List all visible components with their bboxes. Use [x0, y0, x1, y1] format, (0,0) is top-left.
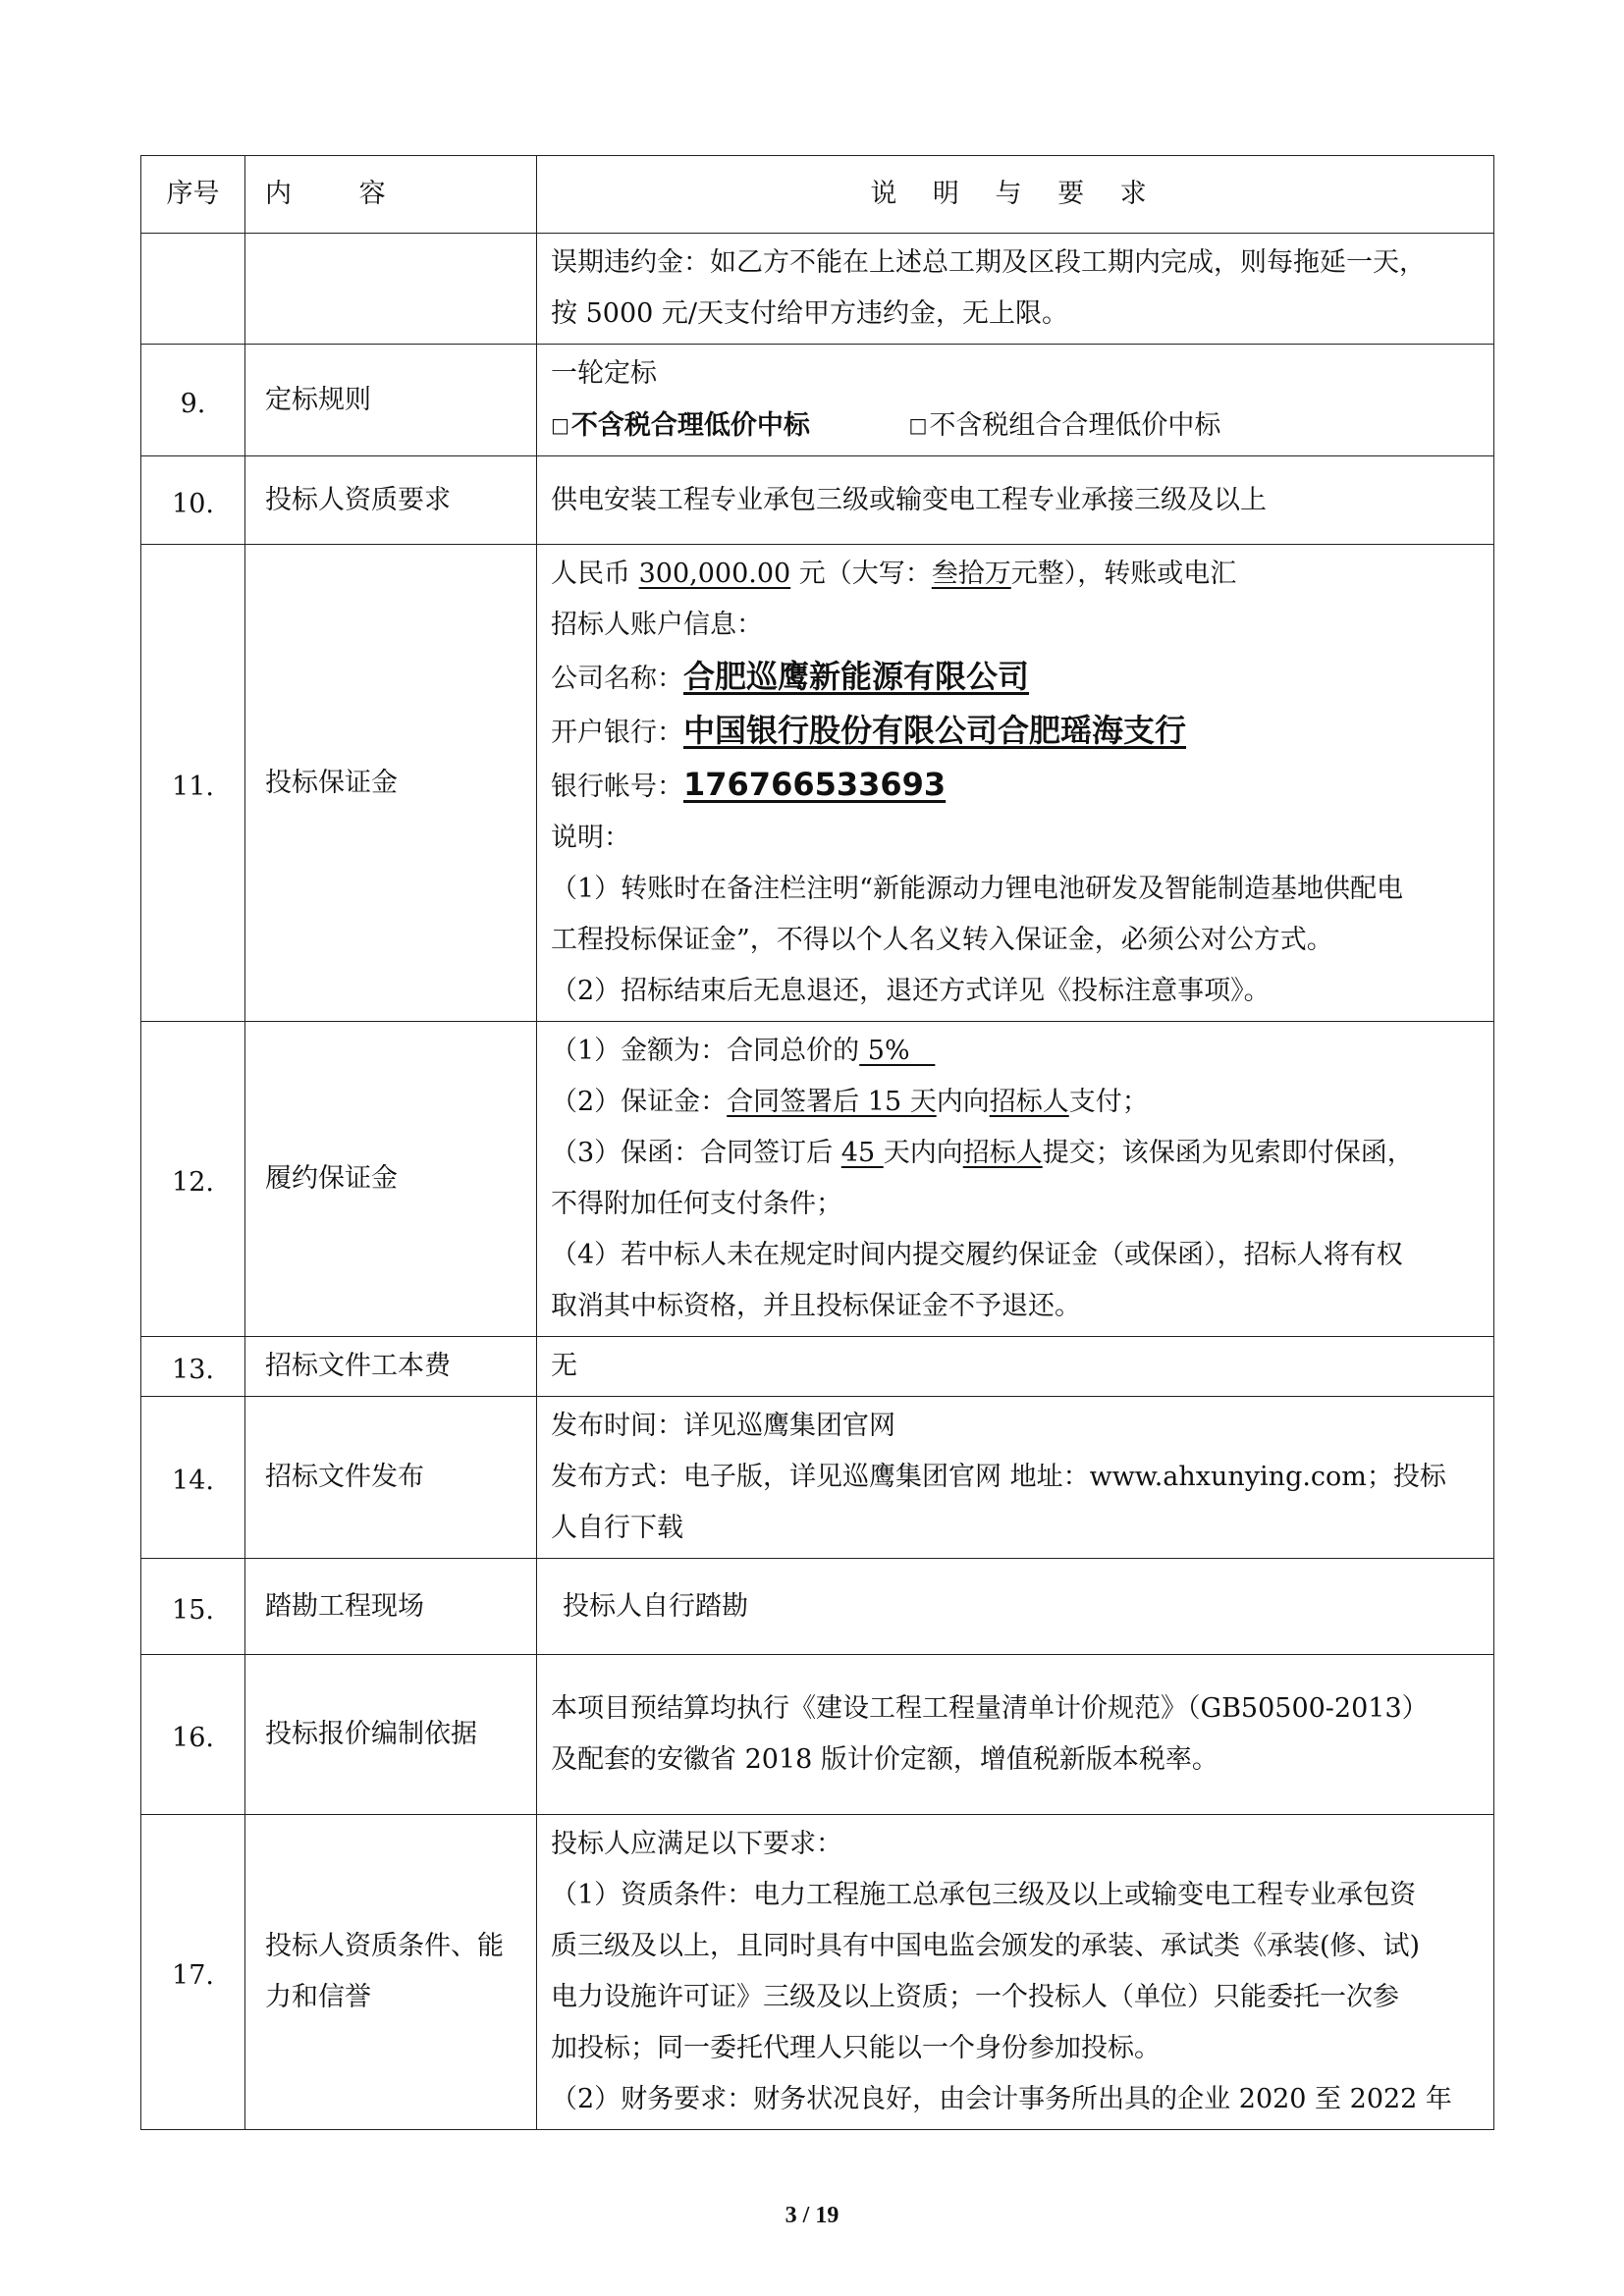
- company-name: 合肥巡鹰新能源有限公司: [683, 658, 1030, 695]
- row-no: 17.: [141, 1815, 245, 2130]
- publish-method-cont: 人自行下载: [551, 1513, 683, 1543]
- qual-line-6: （2）财务要求：财务状况良好，由会计事务所出具的企业 2020 至 2022 年: [551, 2084, 1452, 2114]
- perf-line-4a: （4）若中标人未在规定时间内提交履约保证金（或保函），招标人将有权: [551, 1240, 1403, 1270]
- row-name: 履约保证金: [245, 1022, 537, 1337]
- row-desc: [537, 1559, 1494, 1655]
- table-row: [141, 1815, 1494, 2130]
- perf-2-party: 招标人: [989, 1087, 1069, 1117]
- account-info-title: 招标人账户信息：: [551, 610, 763, 640]
- row-desc: 无: [537, 1337, 1494, 1397]
- header-no: 序号: [141, 156, 245, 234]
- publish-time: 发布时间：详见巡鹰集团官网: [551, 1411, 895, 1441]
- row-name-empty: [245, 234, 537, 345]
- perf-3-end: 提交；该保函为见索即付保函，: [1042, 1138, 1414, 1168]
- row-no: 10.: [141, 456, 245, 545]
- table-row: [141, 1337, 1494, 1397]
- bank-label: 开户银行：: [551, 718, 683, 748]
- perf-line-3b: 不得附加任何支付条件；: [551, 1189, 842, 1219]
- perf-2-text: （2）保证金：: [551, 1087, 728, 1117]
- account-number: 176766533693: [683, 766, 947, 803]
- penalty-line-1: 误期违约金：如乙方不能在上述总工期及区段工期内完成，则每拖延一天，: [551, 247, 1426, 278]
- perf-line-1: [551, 1026, 1480, 1077]
- amount-mid: 元（大写：: [790, 559, 932, 589]
- company-label: 公司名称：: [551, 664, 683, 694]
- amount-suffix: 元整），转账或电汇: [1010, 559, 1237, 589]
- header-content: [245, 156, 537, 234]
- qual-line-5: 加投标；同一委托代理人只能以一个身份参加投标。: [551, 2033, 1161, 2063]
- table-row: [141, 545, 1494, 1022]
- table-header-row: [141, 156, 1494, 234]
- note-2: （2）招标结束后无息退还，退还方式详见《投标注意事项》。: [551, 976, 1271, 1006]
- perf-3-days: 45: [840, 1138, 884, 1168]
- row-no-empty: [141, 234, 245, 345]
- penalty-line-2: 按 5000 元/天支付给甲方违约金，无上限。: [551, 298, 1068, 329]
- row-name-line-1: 投标人资质条件、能: [265, 1931, 504, 1961]
- row-desc: [537, 1397, 1494, 1559]
- note-1a: （1）转账时在备注栏注明“新能源动力锂电池研发及智能制造基地供配电: [551, 874, 1403, 904]
- header-description: 说 明 与 要 求: [537, 156, 1494, 234]
- award-round: 一轮定标: [551, 358, 657, 389]
- table-row: [141, 1022, 1494, 1337]
- requirements-table: [140, 155, 1494, 2130]
- row-no: 9.: [141, 345, 245, 456]
- perf-2-deadline: 合同签署后 15 天: [727, 1087, 937, 1117]
- qual-line-4: 电力设施许可证》三级及以上资质；一个投标人（单位）只能委托一次参: [551, 1982, 1399, 2012]
- option-combined-label: 不含税组合合理低价中标: [929, 410, 1221, 441]
- row-name: 踏勘工程现场: [245, 1559, 537, 1655]
- perf-line-4b: 取消其中标资格，并且投标保证金不予退还。: [551, 1291, 1081, 1321]
- row-name: 招标文件发布: [245, 1397, 537, 1559]
- qual-line-3: 质三级及以上，且同时具有中国电监会颁发的承装、承试类《承装(修、试): [551, 1931, 1421, 1961]
- award-options: [551, 400, 1480, 452]
- row-name: 投标人资质要求: [245, 456, 537, 545]
- header-content-label: 内 容: [265, 179, 415, 209]
- bank-line: [551, 705, 1480, 759]
- row-name: 投标保证金: [245, 545, 537, 1022]
- row-no: 14.: [141, 1397, 245, 1559]
- publish-method: 发布方式：电子版，详见巡鹰集团官网 地址：www.ahxunying.com；投标: [551, 1462, 1446, 1492]
- option-lowest-price: 不含税合理低价中标: [570, 410, 810, 441]
- perf-1-text: （1）金额为：合同总价的: [551, 1036, 860, 1066]
- row-desc: 供电安装工程专业承包三级或输变电工程专业承接三级及以上: [537, 456, 1494, 545]
- row-name: [245, 1815, 537, 2130]
- amount-chinese: 叁拾万: [931, 559, 1011, 589]
- qual-line-2: （1）资质条件：电力工程施工总承包三级及以上或输变电工程专业承包资: [551, 1880, 1417, 1910]
- bank-name: 中国银行股份有限公司合肥瑶海支行: [683, 712, 1187, 749]
- qual-line-1: 投标人应满足以下要求：: [551, 1829, 842, 1859]
- table-row: [141, 234, 1494, 345]
- note-1b: 工程投标保证金”，不得以个人名义转入保证金，必须公对公方式。: [551, 925, 1333, 955]
- table-row: [141, 345, 1494, 456]
- row-no: 13.: [141, 1337, 245, 1397]
- row-no: 16.: [141, 1655, 245, 1815]
- page-number: 3 / 19: [785, 2203, 839, 2228]
- perf-1-value: 5%: [859, 1036, 936, 1066]
- row-desc: [537, 1815, 1494, 2130]
- perf-3-party: 招标人: [962, 1138, 1043, 1168]
- checkbox-icon[interactable]: □: [908, 413, 928, 437]
- company-line: [551, 651, 1480, 705]
- checkbox-icon[interactable]: □: [551, 413, 569, 437]
- perf-2-mid: 内向: [936, 1087, 990, 1117]
- row-no: 15.: [141, 1559, 245, 1655]
- row-desc: [537, 234, 1494, 345]
- table-row: [141, 1655, 1494, 1815]
- perf-3-text: （3）保函：合同签订后: [551, 1138, 841, 1168]
- row-desc: [537, 545, 1494, 1022]
- note-title: 说明：: [551, 823, 630, 853]
- table-row: [141, 1397, 1494, 1559]
- perf-2-end: 支付；: [1068, 1087, 1149, 1117]
- row-no: 11.: [141, 545, 245, 1022]
- site-visit-text: 投标人自行踏勘: [563, 1590, 748, 1622]
- row-desc: [537, 1022, 1494, 1337]
- table-row: [141, 1559, 1494, 1655]
- row-name: 招标文件工本费: [245, 1337, 537, 1397]
- bid-bond-amount: [551, 549, 1480, 600]
- amount-value: 300,000.00: [638, 559, 791, 589]
- option-combined: [909, 410, 1221, 441]
- row-name-line-2: 力和信誉: [265, 1982, 371, 2012]
- amount-prefix: 人民币: [551, 559, 639, 589]
- row-desc: [537, 345, 1494, 456]
- perf-3-mid: 天内向: [883, 1138, 963, 1168]
- perf-line-3: [551, 1128, 1480, 1179]
- table-row: [141, 456, 1494, 545]
- row-name: 定标规则: [245, 345, 537, 456]
- row-name: 投标报价编制依据: [245, 1655, 537, 1815]
- account-label: 银行帐号：: [551, 772, 683, 802]
- row-desc: [537, 1655, 1494, 1815]
- pricing-basis-1: 本项目预结算均执行《建设工程工程量清单计价规范》（GB50500-2013）: [551, 1693, 1429, 1724]
- account-line: [551, 759, 1480, 813]
- row-no: 12.: [141, 1022, 245, 1337]
- perf-line-2: [551, 1077, 1480, 1128]
- pricing-basis-2: 及配套的安徽省 2018 版计价定额，增值税新版本税率。: [551, 1744, 1218, 1775]
